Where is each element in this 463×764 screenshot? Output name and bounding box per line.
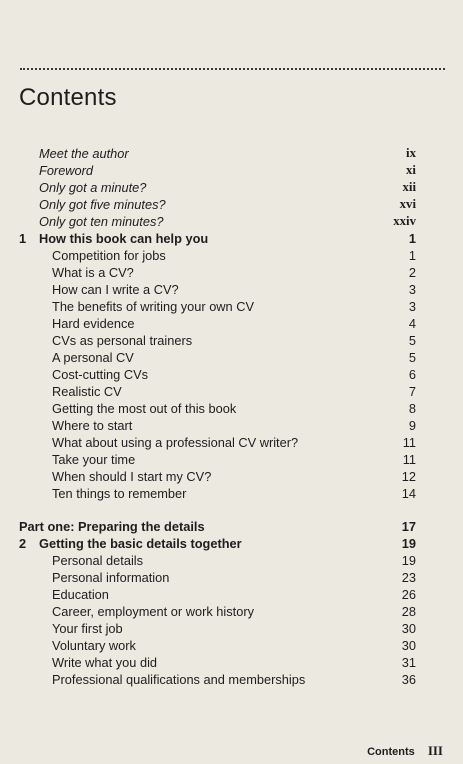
toc-entry-page: ix [406, 146, 416, 160]
toc-entry [19, 196, 416, 213]
toc-entry-label: The benefits of writing your own CV [52, 299, 255, 314]
toc-entry-label: CVs as personal trainers [52, 333, 193, 348]
toc-entry [19, 637, 416, 654]
toc-entry-label: When should I start my CV? [52, 469, 212, 484]
toc-entry-page: 4 [408, 316, 416, 331]
toc-entry [19, 281, 416, 298]
toc-entry-label: Voluntary work [52, 638, 136, 653]
toc-entry-page: 6 [408, 367, 416, 382]
table-of-contents [19, 145, 416, 688]
toc-entry-page: 12 [401, 469, 416, 484]
toc-entry-page: 23 [401, 570, 416, 585]
toc-entry-page: xii [402, 180, 416, 194]
toc-entry-page: 8 [408, 401, 416, 416]
toc-entry-label: Ten things to remember [52, 486, 187, 501]
toc-entry-page: xvi [399, 197, 416, 211]
toc-entry [19, 552, 416, 569]
toc-entry-label: A personal CV [52, 350, 134, 365]
toc-entry-label: Foreword [39, 163, 94, 178]
toc-entry-page: 1 [408, 248, 416, 263]
toc-entry-label: How can I write a CV? [52, 282, 179, 297]
toc-entry-page: 2 [408, 265, 416, 280]
toc-entry [19, 603, 416, 620]
toc-entry-label: Personal information [52, 570, 170, 585]
toc-entry [19, 400, 416, 417]
toc-entry-label: Your first job [52, 621, 123, 636]
toc-entry-label: Realistic CV [52, 384, 122, 399]
toc-entry [19, 349, 416, 366]
toc-entry-page: 3 [408, 299, 416, 314]
running-footer [367, 743, 443, 759]
toc-entry-page: 3 [408, 282, 416, 297]
toc-entry-label: Getting the most out of this book [52, 401, 237, 416]
toc-entry-label: Cost-cutting CVs [52, 367, 149, 382]
toc-entry-page: 11 [402, 435, 416, 450]
toc-entry-label: Take your time [52, 452, 136, 467]
toc-entry-label: What is a CV? [52, 265, 134, 280]
toc-entry-label: Competition for jobs [52, 248, 166, 263]
chapter-number: 2 [19, 536, 27, 551]
toc-entry [19, 620, 416, 637]
toc-entry [19, 264, 416, 281]
front-matter-list [19, 145, 416, 230]
toc-entry-page: 14 [401, 486, 416, 501]
toc-entry-page: 7 [408, 384, 416, 399]
toc-entry [19, 654, 416, 671]
toc-entry [19, 586, 416, 603]
toc-entry-label: Professional qualifications and memberships [52, 672, 306, 687]
footer-label: Contents [367, 746, 415, 758]
chapter-page: 19 [401, 536, 416, 551]
dotted-rule [20, 68, 445, 70]
toc-entry-page: 31 [401, 655, 416, 670]
toc-entry-label: Career, employment or work history [52, 604, 254, 619]
toc-entry-page: 36 [401, 672, 416, 687]
chapter-heading [19, 535, 416, 552]
toc-entry-label: Only got five minutes? [39, 197, 166, 212]
toc-entry [19, 315, 416, 332]
chapter-heading [19, 230, 416, 247]
toc-entry-label: Where to start [52, 418, 133, 433]
toc-entry [19, 247, 416, 264]
toc-entry-label: Write what you did [52, 655, 158, 670]
toc-entry-label: Meet the author [39, 146, 129, 161]
chapter-1-items [19, 247, 416, 502]
page-title: Contents [19, 84, 117, 111]
toc-entry [19, 332, 416, 349]
toc-entry-page: 28 [401, 604, 416, 619]
footer-page-number: III [427, 743, 443, 758]
toc-entry-label: Only got a minute? [39, 180, 147, 195]
chapter-number: 1 [19, 231, 27, 246]
toc-entry [19, 383, 416, 400]
toc-entry-label: What about using a professional CV writer? [52, 435, 299, 450]
toc-entry [19, 213, 416, 230]
toc-entry-page: 26 [401, 587, 416, 602]
toc-entry [19, 417, 416, 434]
toc-entry-page: 9 [408, 418, 416, 433]
part-title: Part one: Preparing the details [19, 519, 205, 534]
toc-entry-page: 19 [401, 553, 416, 568]
toc-entry-page: 30 [401, 621, 416, 636]
chapter-page: 1 [408, 231, 416, 246]
part-page: 17 [401, 519, 416, 534]
toc-entry [19, 468, 416, 485]
toc-entry-label: Hard evidence [52, 316, 135, 331]
chapter-title: How this book can help you [39, 231, 209, 246]
chapter-title: Getting the basic details together [39, 536, 242, 551]
toc-entry-page: 5 [408, 350, 416, 365]
toc-entry [19, 671, 416, 688]
toc-entry [19, 179, 416, 196]
toc-entry-page: 11 [402, 452, 416, 467]
chapter-2-items [19, 552, 416, 688]
toc-entry [19, 451, 416, 468]
toc-entry-page: 5 [408, 333, 416, 348]
toc-entry-label: Only got ten minutes? [39, 214, 164, 229]
toc-entry [19, 434, 416, 451]
toc-entry [19, 145, 416, 162]
part-heading [19, 518, 416, 535]
toc-entry [19, 485, 416, 502]
toc-entry [19, 298, 416, 315]
toc-entry-page: xxiv [393, 214, 416, 228]
toc-entry-label: Education [52, 587, 109, 602]
toc-entry [19, 162, 416, 179]
toc-entry-page: 30 [401, 638, 416, 653]
toc-entry-label: Personal details [52, 553, 144, 568]
toc-entry-page: xi [406, 163, 416, 177]
toc-entry [19, 366, 416, 383]
toc-entry [19, 569, 416, 586]
